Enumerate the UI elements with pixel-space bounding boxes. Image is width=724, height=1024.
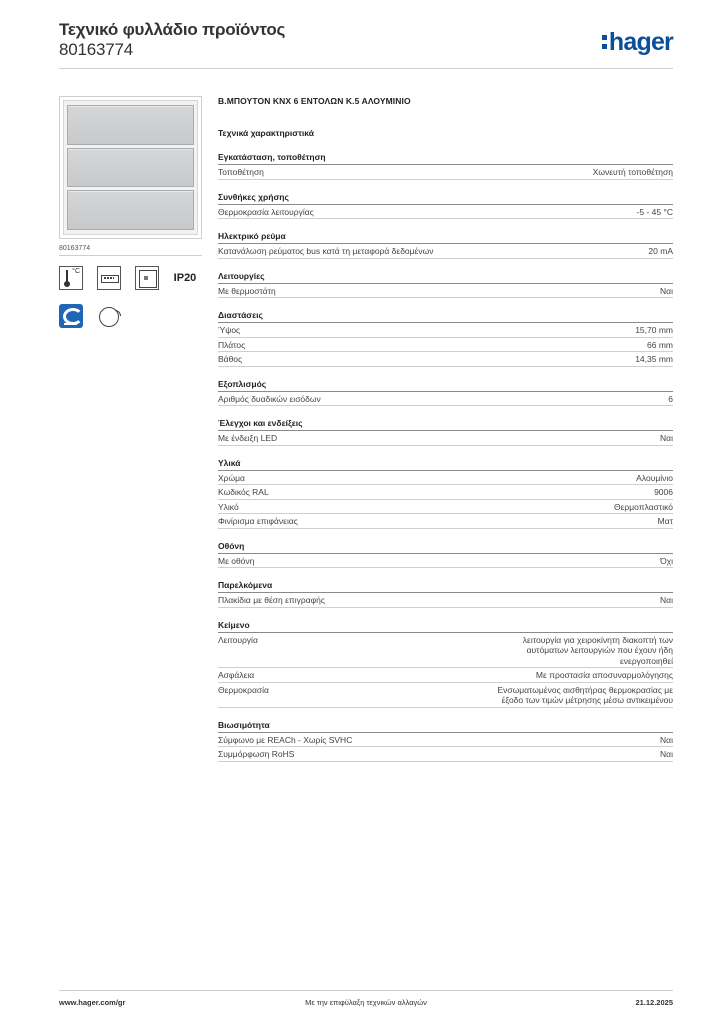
section-heading: Τεχνικά χαρακτηριστικά [218,128,314,138]
spec-group-title: Παρελκόμενα [218,580,273,590]
spec-value: Ναι [660,285,673,296]
spec-row [218,352,673,367]
spec-label: Με ένδειξη LED [218,433,278,443]
spec-row [218,392,673,407]
logo-dots-icon [602,31,608,51]
footer-date: 21.12.2025 [635,998,673,1007]
spec-group-title: Οθόνη [218,540,245,551]
spec-row [218,431,673,446]
product-image [59,96,202,239]
spec-group-title: Ηλεκτρικό ρεύμα [218,231,286,241]
spec-label: Συμμόρφωση RoHS [218,749,295,759]
spec-group [218,620,673,708]
spec-groups [218,152,673,762]
spec-value: Ναι [660,749,673,759]
spec-label: Ασφάλεια [218,670,255,680]
spec-value: -5 - 45 °C [636,206,673,217]
spec-label: Με θερμοστάτη [218,285,276,296]
spec-label: Λειτουργία [218,634,258,645]
spec-row [218,668,673,683]
spec-group [218,310,673,367]
spec-group-title: Εξοπλισμός [218,378,267,389]
feature-icons [59,266,202,328]
spec-row [218,633,673,669]
label-plate-icon [135,266,159,290]
spec-group-title: Εγκατάσταση, τοποθέτηση [218,152,326,162]
spec-group-title: Συνθήκες χρήσης [218,191,289,202]
product-name: Β.ΜΠΟΥΤΟΝ KNX 6 ΕΝΤΟΛΩΝ Κ.5 ΑΛΟΥΜΙΝΙΟ [218,96,411,106]
spec-group [218,580,673,608]
spec-row [218,514,673,529]
spec-value: Όχι [660,555,673,566]
thermometer-icon: °C [59,266,83,290]
knx-logo-icon [59,304,83,328]
spec-value: 20 mA [648,246,673,256]
spec-row [218,683,673,708]
spec-row [218,471,673,486]
spec-group [218,418,673,446]
spec-label: Χρώμα [218,472,245,483]
hager-logo [602,28,673,56]
spec-value: 15,70 mm [635,325,673,335]
spec-group [218,379,673,407]
spec-group-title: Βιωσιμότητα [218,719,270,730]
spec-value: Ναι [660,433,673,443]
spec-label: Πλακίδια με θέση επιγραφής [218,595,325,605]
spec-group-title: Διαστάσεις [218,310,263,320]
spec-group [218,231,673,259]
spec-group [218,152,673,180]
spec-label: Κωδικός RAL [218,487,269,497]
specifications [218,96,673,762]
spec-value: 6 [668,393,673,404]
rocker-3 [67,190,194,230]
spec-label: Κατανάλωση ρεύματος bus κατά τη μεταφορά δεδομένων [218,246,434,256]
rocker-1 [67,105,194,145]
footer-notice: Με την επιφύλαξη τεχνικών αλλαγών [305,998,427,1007]
footer-website-link[interactable]: www.hager.com/gr [59,998,126,1007]
document-title: Τεχνικό φυλλάδιο προϊόντος [59,20,286,39]
spec-value: Ενσωματωμένος αισθητήρας θερμοκρασίας με έξοδο των τιμών μέτρησης μέσω αντικειμένου [497,684,673,705]
spec-group [218,192,673,220]
spec-label: Τοποθέτηση [218,167,264,177]
spec-label: Υλικό [218,501,239,512]
spec-group [218,541,673,569]
ip20-icon: IP20 [173,266,197,290]
spec-group [218,720,673,762]
push-button-plate [63,100,198,235]
spec-label: Θερμοκρασία [218,684,269,695]
spec-value: Χωνευτή τοποθέτηση [592,167,673,177]
spec-row [218,747,673,762]
spec-value: Αλουμίνιο [636,472,673,483]
spec-value: Ναι [660,734,673,745]
spec-row [218,323,673,338]
spec-label: Αριθμός δυαδικών εισόδων [218,393,321,404]
product-sidebar [59,96,202,328]
spec-group [218,271,673,299]
spec-value: λειτουργία για χειροκίνητη διακοπτή των αυτόματων λειτουργιών που έχουν ήδη ενεργοποιηθεί [522,634,673,666]
spec-row [218,338,673,353]
spec-value: Ματ [657,516,673,526]
spec-value: Ναι [660,595,673,605]
spec-row [218,733,673,748]
spec-label: Φινίρισμα επιφάνειας [218,516,298,526]
document-header [59,20,673,70]
logo-text: hager [608,28,673,56]
spec-value: Με προστασία αποσυναρμολόγησης [535,670,673,680]
spec-value: Θερμοπλαστικό [613,501,673,512]
spec-group-title: Υλικά [218,457,241,468]
radio-frequency-icon [97,304,121,328]
header-divider [59,68,673,69]
spec-value: 66 mm [647,339,673,350]
page-footer [59,990,673,1010]
spec-label: Βάθος [218,354,243,364]
spec-group-title: Λειτουργίες [218,270,265,281]
spec-label: Ύψος [218,325,241,335]
spec-label: Με οθόνη [218,555,255,566]
spec-group [218,458,673,529]
spec-label: Σύμφωνο με REACh - Χωρίς SVHC [218,734,353,745]
spec-row [218,244,673,259]
spec-row [218,205,673,220]
spec-label: Πλάτος [218,339,246,350]
spec-value: 14,35 mm [635,354,673,364]
rocker-2 [67,148,194,188]
spec-row [218,165,673,180]
spec-row [218,554,673,569]
spec-row [218,593,673,608]
spec-group-title: Έλεγχοι και ενδείξεις [218,418,303,428]
image-caption: 80163774 [59,245,91,252]
spec-row [218,485,673,500]
spec-value: 9006 [654,487,673,497]
product-code: 80163774 [59,40,134,59]
image-caption-divider [59,255,202,256]
lcd-display-icon [97,266,121,290]
spec-label: Θερμοκρασία λειτουργίας [218,206,314,217]
spec-row [218,500,673,515]
spec-row [218,284,673,299]
footer-divider [59,990,673,991]
spec-group-title: Κείμενο [218,619,250,630]
